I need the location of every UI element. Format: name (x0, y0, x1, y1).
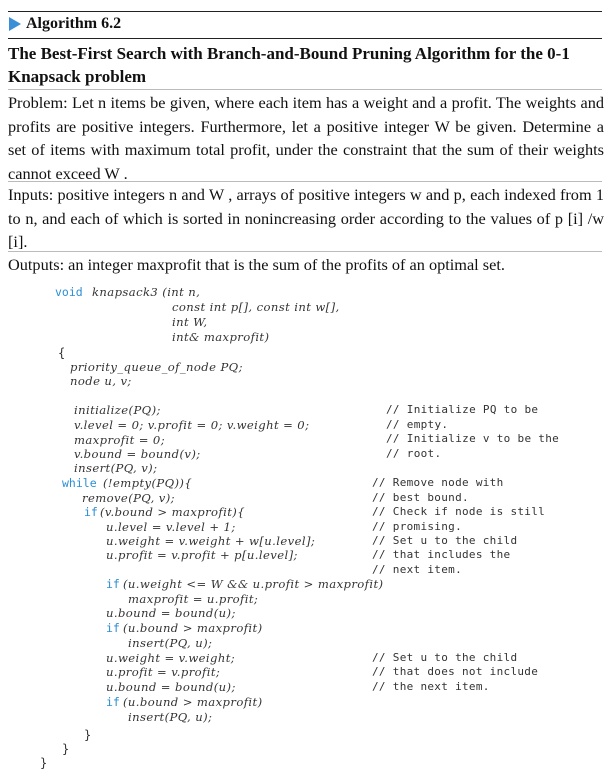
code-line: u.profit = v.profit; (106, 665, 221, 679)
code-keyword: if (106, 577, 120, 591)
code-line: u.weight = v.weight + w[u.level]; (106, 534, 316, 548)
code-comment: // that does not include (372, 665, 539, 678)
top-rule (8, 11, 602, 12)
code-line: knapsack3 (int n, (92, 285, 201, 299)
divider (8, 89, 602, 90)
code-keyword: if (106, 695, 120, 709)
code-keyword: void (55, 285, 83, 299)
code-line: v.bound = bound(v); (74, 447, 201, 461)
code-brace: } (62, 742, 70, 756)
code-line: v.level = 0; v.profit = 0; v.weight = 0; (74, 418, 310, 432)
code-line: u.bound = bound(u); (106, 680, 236, 694)
code-comment: // the next item. (372, 680, 490, 693)
code-keyword: while (62, 476, 97, 490)
problem-text: Problem: Let n items be given, where each item has a weight and a profit. The weights and profits are positive integers. Furthermore, let a positive integer W be given. Determine a set of items with maximum total profit, under the constraint that the sum of their weights cannot exceed W . (8, 93, 604, 183)
code-keyword: if (84, 505, 98, 519)
code-comment: // Check if node is still (372, 505, 546, 518)
code-comment: // root. (386, 447, 442, 460)
code-line: insert(PQ, u); (128, 636, 213, 650)
code-line: u.profit = v.profit + p[u.level]; (106, 548, 298, 562)
divider (8, 181, 602, 182)
triangle-icon (9, 17, 21, 31)
code-line: insert(PQ, v); (74, 461, 158, 475)
algorithm-title: The Best-First Search with Branch-and-Bound Pruning Algorithm for the 0-1 Knapsack problem (8, 44, 570, 86)
inputs-text: Inputs: positive integers n and W , arrays of positive integers w and p, each indexed from 1 to n, and each of which is sorted in nonincreasing order according to the values of p [i] /w [i]. (8, 185, 604, 251)
code-comment: // next item. (372, 563, 462, 576)
code-line: maxprofit = 0; (74, 433, 166, 447)
code-line: int W, (172, 315, 208, 329)
code-keyword: if (106, 621, 120, 635)
code-line: (!empty(PQ)){ (103, 476, 193, 490)
code-comment: // promising. (372, 520, 462, 533)
code-line: remove(PQ, v); (82, 491, 175, 505)
code-line: u.weight = v.weight; (106, 651, 236, 665)
code-line: priority_queue_of_node PQ; (70, 360, 243, 374)
divider (8, 251, 602, 252)
code-line: maxprofit = u.profit; (128, 592, 259, 606)
code-line: int& maxprofit) (172, 330, 270, 344)
code-line: u.level = v.level + 1; (106, 520, 236, 534)
code-comment: // empty. (386, 418, 449, 431)
code-line: (u.bound > maxprofit) (123, 695, 263, 709)
code-comment: // Remove node with (372, 476, 504, 489)
code-line: node u, v; (70, 374, 132, 388)
code-brace: } (40, 756, 48, 770)
code-brace: } (84, 728, 92, 742)
header-rule (8, 38, 602, 39)
code-comment: // that includes the (372, 548, 511, 561)
code-comment: // Initialize PQ to be (386, 403, 539, 416)
code-line: (v.bound > maxprofit){ (100, 505, 245, 519)
code-line: const int p[], const int w[], (172, 300, 340, 314)
code-line: initialize(PQ); (74, 403, 161, 417)
outputs-text: Outputs: an integer maxprofit that is the sum of the profits of an optimal set. (8, 255, 505, 274)
code-comment: // Set u to the child (372, 534, 518, 547)
code-comment: // Set u to the child (372, 651, 518, 664)
code-brace: { (58, 346, 66, 360)
algorithm-header (9, 15, 121, 33)
code-comment: // Initialize v to be the (386, 432, 560, 445)
algorithm-label: Algorithm 6.2 (26, 15, 122, 32)
code-line: (u.bound > maxprofit) (123, 621, 263, 635)
code-line: insert(PQ, u); (128, 710, 213, 724)
code-line: (u.weight <= W && u.profit > maxprofit) (123, 577, 384, 591)
code-line: u.bound = bound(u); (106, 606, 236, 620)
code-comment: // best bound. (372, 491, 469, 504)
